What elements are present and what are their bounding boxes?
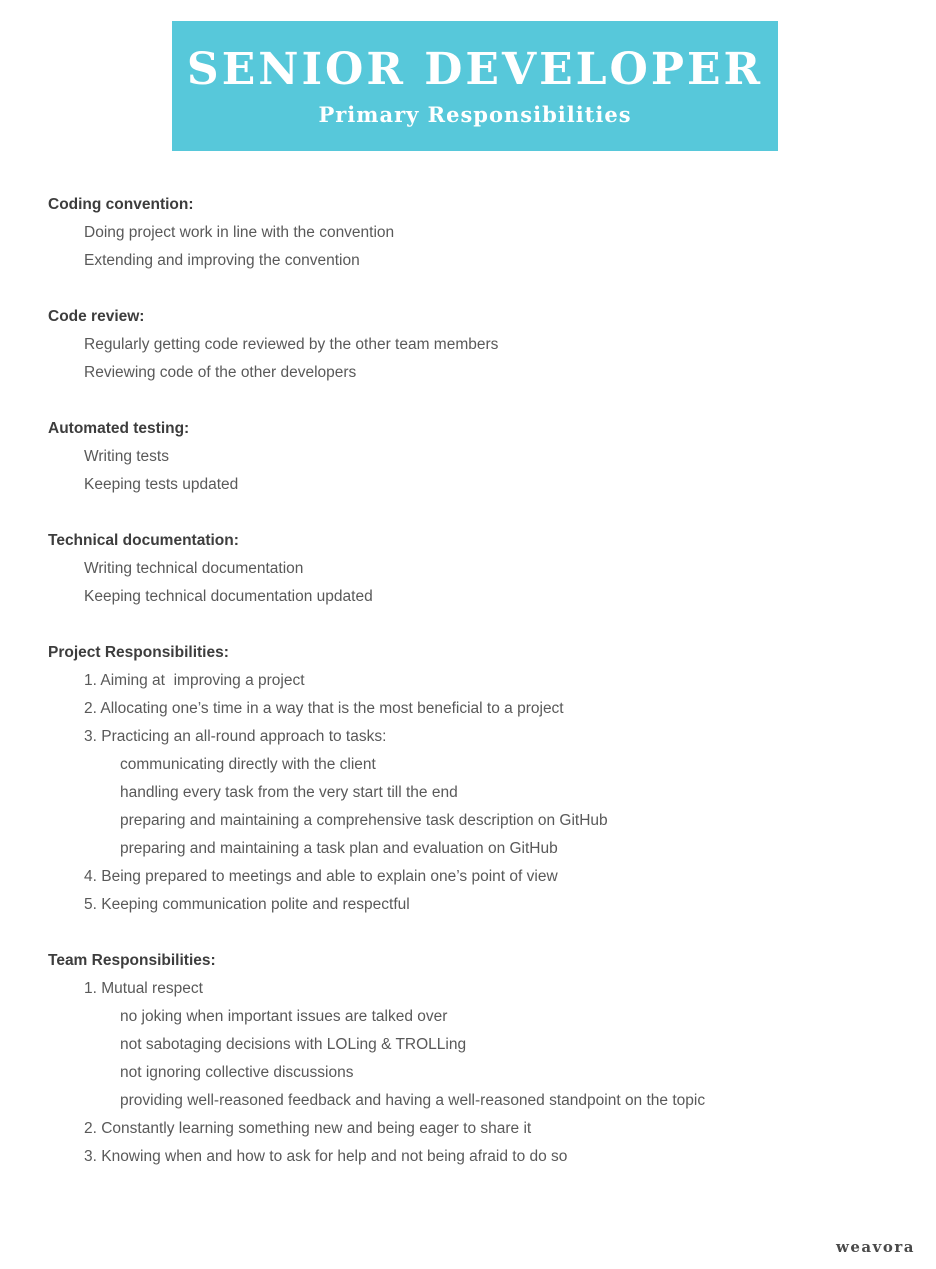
weavora-logo: weavora: [835, 1238, 915, 1256]
list-item: Doing project work in line with the convention: [84, 224, 395, 241]
section-technical-documentation: [48, 527, 908, 611]
list-item: Writing technical documentation: [84, 560, 304, 577]
list-item: 4. Being prepared to meetings and able to explain one’s point of view: [84, 868, 558, 885]
section-heading: Project Responsibilities:: [48, 644, 229, 661]
list-item: Keeping technical documentation updated: [84, 588, 373, 605]
list-subitem: not sabotaging decisions with LOLing & TROLLing: [120, 1036, 467, 1053]
section-coding-convention: [48, 191, 908, 275]
list-item: 2. Constantly learning something new and being eager to share it: [84, 1120, 532, 1137]
list-item: 1. Aiming at improving a project: [84, 672, 305, 689]
page-title: SENIOR DEVELOPER: [186, 43, 764, 95]
list-subitem: no joking when important issues are talked over: [120, 1008, 448, 1025]
list-subitem: providing well-reasoned feedback and having a well-reasoned standpoint on the topic: [120, 1092, 706, 1109]
list-item: Reviewing code of the other developers: [84, 364, 357, 381]
document-body: [48, 191, 908, 1199]
list-item: Extending and improving the convention: [84, 252, 360, 269]
section-heading: Team Responsibilities:: [48, 952, 216, 969]
list-subitem: handling every task from the very start till the end: [120, 784, 458, 801]
section-heading: Technical documentation:: [48, 532, 239, 549]
section-team-responsibilities: [48, 947, 908, 1171]
list-item: 3. Practicing an all-round approach to tasks:: [84, 728, 387, 745]
section-project-responsibilities: [48, 639, 908, 919]
section-automated-testing: [48, 415, 908, 499]
list-item: 2. Allocating one’s time in a way that is the most beneficial to a project: [84, 700, 564, 717]
list-subitem: preparing and maintaining a comprehensive task description on GitHub: [120, 812, 608, 829]
section-code-review: [48, 303, 908, 387]
section-heading: Code review:: [48, 308, 145, 325]
document-header-banner: [172, 21, 778, 151]
list-item: Regularly getting code reviewed by the other team members: [84, 336, 499, 353]
page-subtitle: Primary Responsibilities: [318, 101, 632, 127]
list-subitem: preparing and maintaining a task plan and evaluation on GitHub: [120, 840, 558, 857]
list-item: Keeping tests updated: [84, 476, 239, 493]
section-heading: Automated testing:: [48, 420, 190, 437]
list-item: 3. Knowing when and how to ask for help and not being afraid to do so: [84, 1148, 568, 1165]
list-subitem: communicating directly with the client: [120, 756, 376, 773]
list-item: Writing tests: [84, 448, 169, 465]
list-subitem: not ignoring collective discussions: [120, 1064, 354, 1081]
list-item: 1. Mutual respect: [84, 980, 203, 997]
section-heading: Coding convention:: [48, 196, 194, 213]
list-item: 5. Keeping communication polite and respectful: [84, 896, 410, 913]
